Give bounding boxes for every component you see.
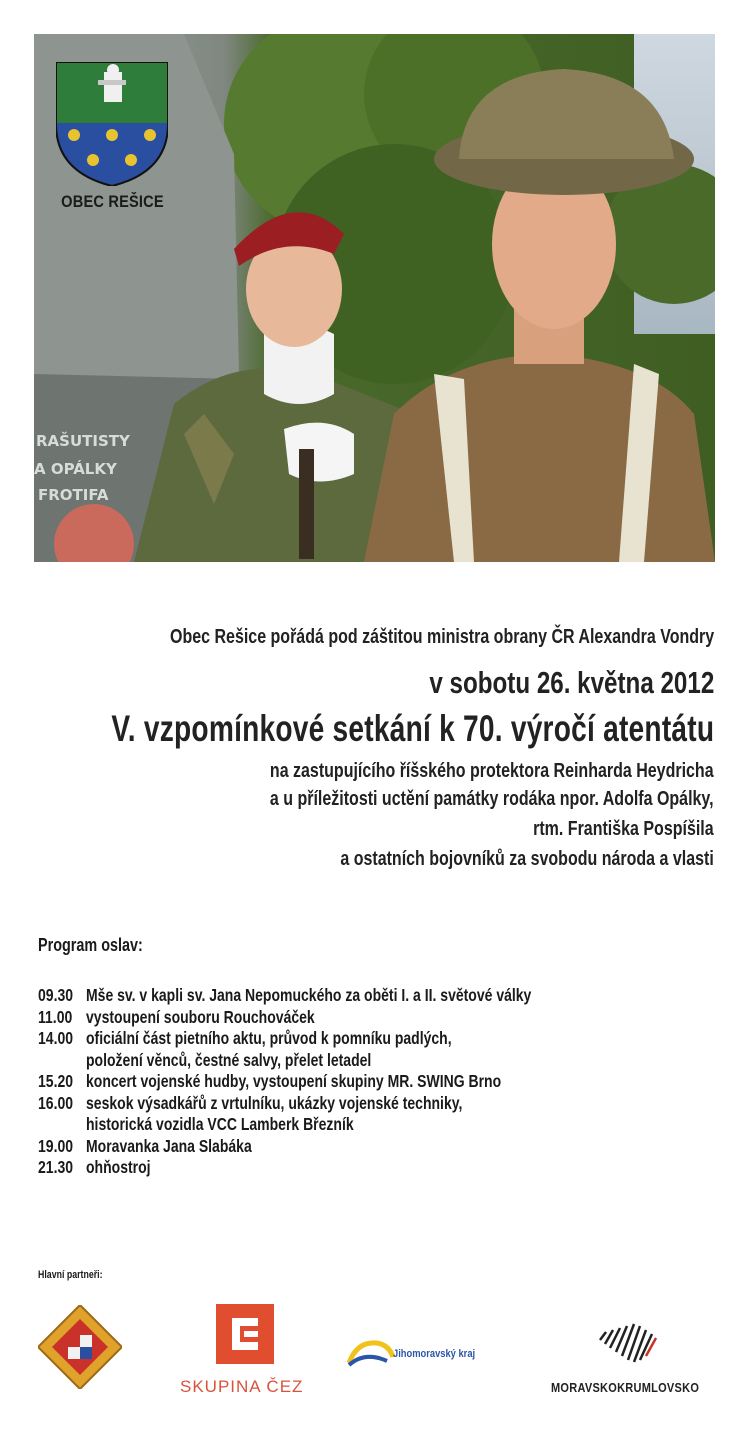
- program-text: vystoupení souboru Rouchováček: [86, 1006, 315, 1027]
- program-text: ohňostroj: [86, 1157, 151, 1177]
- jmk-name: Jihomoravský kraj: [393, 1348, 476, 1360]
- program-time: 21.30: [38, 1157, 74, 1177]
- event-title: V. vzpomínkové setkání k 70. výročí atentátu: [111, 708, 714, 749]
- municipality-name: OBEC REŠICE: [61, 192, 164, 211]
- moravskokrumlovsko-logo-icon: [596, 1318, 658, 1366]
- program-time: 09.30: [38, 985, 74, 1005]
- program-text: položení věnců, čestné salvy, přelet letadel: [86, 1049, 372, 1070]
- subtitle-line-4: a ostatních bojovníků za svobodu národa a vlasti: [340, 848, 714, 870]
- event-date: v sobotu 26. května 2012: [429, 665, 714, 700]
- mk-name: MORAVSKOKRUMLOVSKO: [551, 1381, 700, 1395]
- program-text: Mše sv. v kapli sv. Jana Nepomuckého za oběti I. a II. světové války: [86, 985, 532, 1005]
- program-time: 19.00: [38, 1135, 74, 1156]
- program-item: [38, 1157, 598, 1179]
- program-item: [38, 1136, 598, 1158]
- svg-text:RAŠUTISTY: RAŠUTISTY: [36, 432, 130, 450]
- army-emblem-icon: [38, 1305, 122, 1389]
- program-item: [38, 1093, 598, 1115]
- program-text: koncert vojenské hudby, vystoupení skupiny MR. SWING Brno: [86, 1071, 502, 1091]
- program-list: [38, 985, 738, 1179]
- cez-logo-icon: [216, 1304, 274, 1364]
- subtitle-line-3: rtm. Františka Pospíšila: [533, 818, 714, 840]
- program-item: [38, 1028, 598, 1050]
- hero-photo: [34, 34, 715, 562]
- program-time: 14.00: [38, 1028, 74, 1048]
- jmk-logo-icon: [347, 1337, 395, 1367]
- svg-text:FROTIFA: FROTIFA: [38, 486, 109, 504]
- program-item: [38, 1007, 598, 1029]
- program-item-continuation: [38, 1050, 598, 1072]
- municipality-crest-icon: [56, 62, 168, 186]
- program-item: [38, 985, 598, 1007]
- program-time: 11.00: [38, 1006, 73, 1027]
- program-item-continuation: [38, 1114, 598, 1136]
- partners-label: Hlavní partneři:: [38, 1269, 103, 1281]
- program-time: 15.20: [38, 1071, 74, 1091]
- program-text: seskok výsadkářů z vrtulníku, ukázky vojenské techniky,: [86, 1092, 463, 1113]
- cez-name: SKUPINA ČEZ: [180, 1377, 304, 1396]
- subtitle-line-2: a u příležitosti uctění památky rodáka npor. Adolfa Opálky,: [270, 788, 714, 810]
- program-title: Program oslav:: [38, 935, 143, 955]
- program-item: [38, 1071, 598, 1093]
- program-time: 16.00: [38, 1092, 74, 1113]
- program-text: historická vozidla VCC Lamberk Březník: [86, 1114, 354, 1134]
- patronage-line: Obec Rešice pořádá pod záštitou ministra obrany ČR Alexandra Vondry: [169, 626, 714, 648]
- program-text: oficiální část pietního aktu, průvod k pomníku padlých,: [86, 1028, 452, 1048]
- svg-text:A OPÁLKY: A OPÁLKY: [34, 460, 117, 478]
- subtitle-line-1: na zastupujícího říšského protektora Reinharda Heydricha: [270, 760, 714, 782]
- program-text: Moravanka Jana Slabáka: [86, 1135, 252, 1156]
